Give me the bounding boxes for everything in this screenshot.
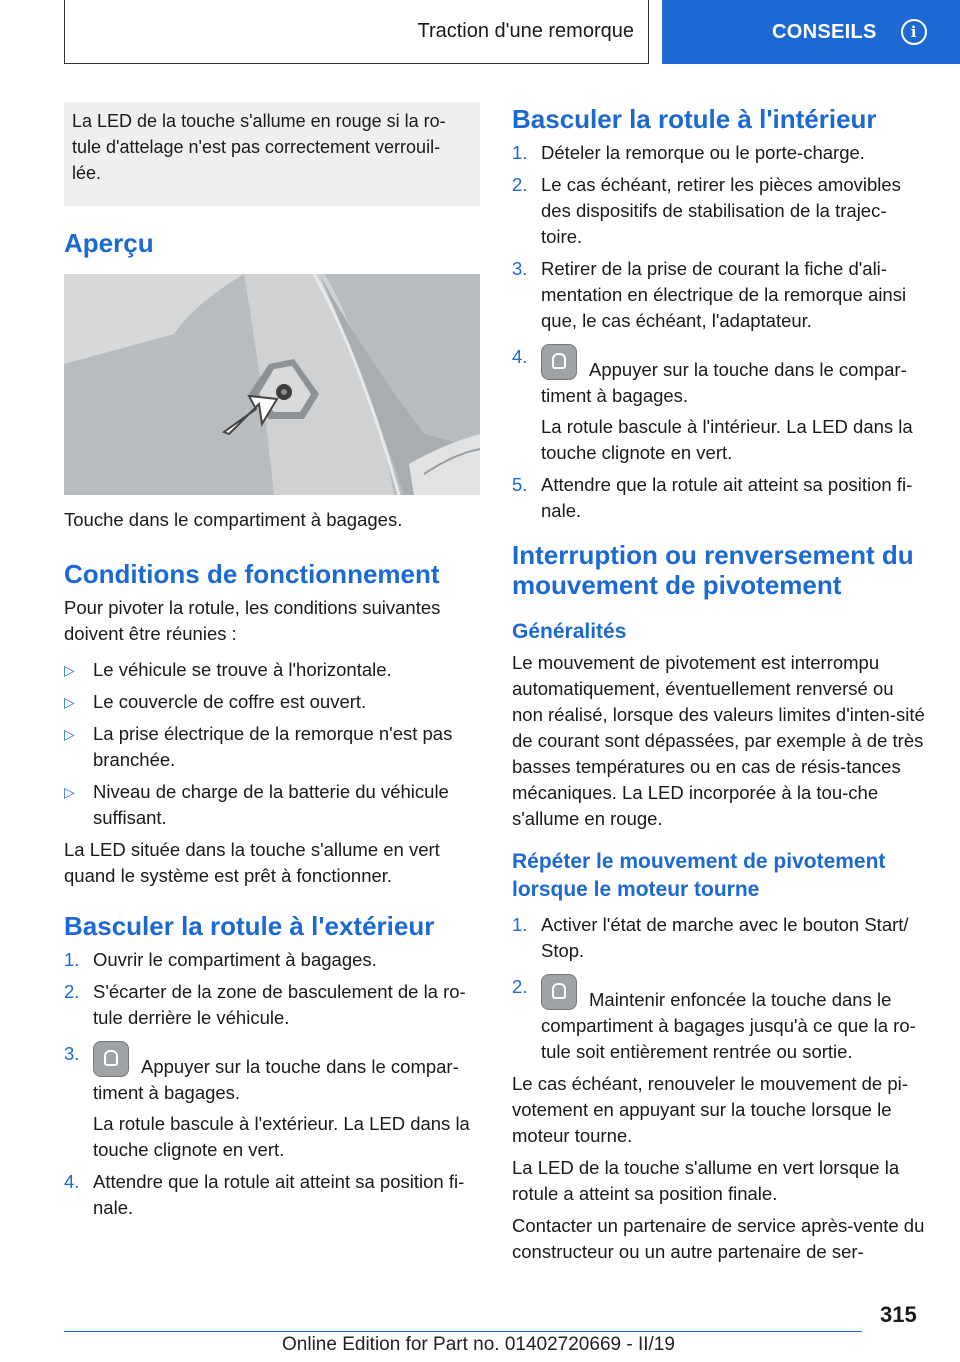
header-chapter[interactable] <box>662 0 960 64</box>
list-item: ▷ Le véhicule se trouve à l'horizontale. <box>64 657 480 683</box>
list-item: 4. Appuyer sur la touche dans le compar-timent à bagages. La rotule bascule à l'intérieur. La LED dans la touche clignote en vert. <box>512 346 913 463</box>
list-item: 1. Ouvrir le compartiment à bagages. <box>64 949 377 970</box>
repeat-steps <box>512 912 926 1065</box>
conditions-heading: Conditions de fonctionnement <box>64 559 440 589</box>
trunk-button-photo <box>64 274 480 495</box>
list-item: 4. Attendre que la rotule ait atteint sa position fi-nale. <box>64 1171 465 1218</box>
footer-divider <box>64 1331 862 1332</box>
triangle-bullet-icon: ▷ <box>64 662 75 678</box>
list-item: 3. Retirer de la prise de courant la fiche d'ali-mentation en électrique de la remorque ainsi que, le cas échéant, l'adaptateur. <box>512 258 907 331</box>
trunk-button-icon <box>93 1041 129 1077</box>
list-item: 5. Attendre que la rotule ait atteint sa position fi-nale. <box>512 474 913 521</box>
image-caption: Touche dans le compartiment à bagages. <box>64 509 403 530</box>
list-item: ▷ La prise électrique de la remorque n'est pas branchée. <box>64 723 453 770</box>
list-item: 1. Activer l'état de marche avec le bouton Start/ Stop. <box>512 914 909 961</box>
triangle-bullet-icon: ▷ <box>64 726 75 742</box>
list-item: ▷ Le couvercle de coffre est ouvert. <box>64 689 480 715</box>
interior-heading: Basculer la rotule à l'intérieur <box>512 104 877 134</box>
info-icon[interactable]: i <box>901 19 927 45</box>
conditions-list <box>64 657 480 831</box>
trunk-button-icon <box>541 974 577 1010</box>
list-item: 2. Le cas échéant, retirer les pièces amovibles des dispositifs de stabilisation de la trajec-toire. <box>512 174 901 247</box>
triangle-bullet-icon: ▷ <box>64 784 75 800</box>
apercu-heading: Aperçu <box>64 228 154 258</box>
left-column <box>64 102 480 1227</box>
repeat-para-3: Contacter un partenaire de service après-vente du constructeur ou un autre partenaire de ser- <box>512 1215 925 1262</box>
interior-steps <box>512 140 926 524</box>
chapter-label: CONSEILS <box>772 20 877 43</box>
list-item: 3. Appuyer sur la touche dans le compar-timent à bagages. La rotule bascule à l'extérieur. La LED dans la touche clignote en vert. <box>64 1043 470 1160</box>
triangle-bullet-icon: ▷ <box>64 694 75 710</box>
section-title: Traction d'une remorque <box>417 20 634 42</box>
generalites-heading: Généralités <box>512 620 627 643</box>
footer-edition: Online Edition for Part no. 01402720669 - II/19 <box>282 1334 675 1355</box>
list-item: 2. S'écarter de la zone de basculement de la ro-tule derrière le véhicule. <box>64 981 466 1028</box>
list-item: ▷ Niveau de charge de la batterie du véhicule suffisant. <box>64 781 449 828</box>
list-item: 2. Maintenir enfoncée la touche dans le compartiment à bagages jusqu'à ce que la ro-tule soit entièrement rentrée ou sortie. <box>512 976 916 1062</box>
led-note: La LED de la touche s'allume en rouge si la ro-tule d'attelage n'est pas correctement verrouil-lée. <box>64 102 480 206</box>
repeat-para-1: Le cas échéant, renouveler le mouvement de pi-votement en appuyant sur la touche lorsque le moteur tourne. <box>512 1073 908 1146</box>
repeat-para-2: La LED de la touche s'allume en vert lorsque la rotule a atteint sa position finale. <box>512 1157 900 1204</box>
conditions-intro: Pour pivoter la rotule, les conditions suivantes doivent être réunies : <box>64 597 441 644</box>
header-section <box>64 0 649 64</box>
conditions-outro: La LED située dans la touche s'allume en vert quand le système est prêt à fonctionner. <box>64 839 440 886</box>
interruption-heading: Interruption ou renversement du mouvement de pivotement <box>512 540 914 600</box>
right-column <box>512 102 926 1271</box>
trunk-button-icon <box>541 344 577 380</box>
repeat-heading: Répéter le mouvement de pivotement lorsque le moteur tourne <box>512 850 886 901</box>
exterior-steps <box>64 947 480 1221</box>
list-item: 1. Dételer la remorque ou le porte-charge. <box>512 142 865 163</box>
generalites-text: Le mouvement de pivotement est interrompu automatiquement, éventuellement renversé ou non réalisé, lorsque des valeurs limites d'inten-sité de courant sont dépassées, par exemple à de très basses températures ou en cas de résis-tances mécaniques. La LED incorporée à la tou-che s'allume en rouge. <box>512 652 925 829</box>
page-number: 315 <box>880 1302 917 1327</box>
exterior-heading: Basculer la rotule à l'extérieur <box>64 911 435 941</box>
